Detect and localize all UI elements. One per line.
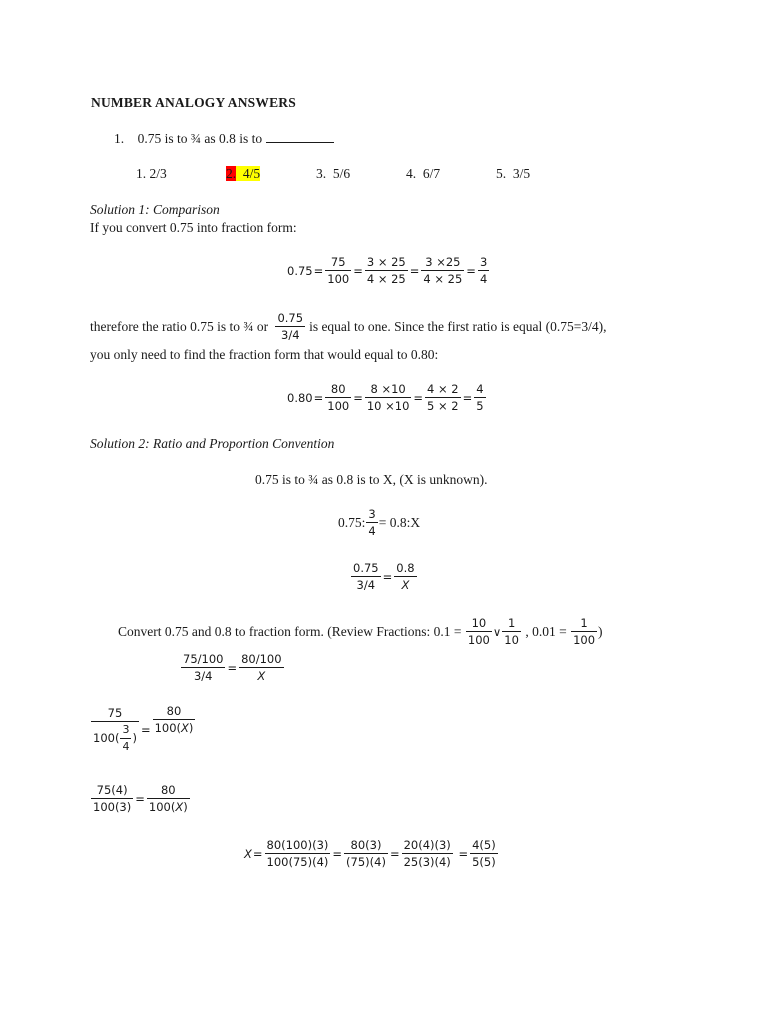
question <box>114 131 334 147</box>
or-symbol: ∨ <box>492 624 502 639</box>
choice-number: 5. <box>496 166 507 181</box>
fraction: $\frac{75}{100}$ <box>327 255 350 286</box>
choice-4 <box>406 166 440 182</box>
choice-value: 6/7 <box>422 166 441 181</box>
solution2-equation-6: X = $\frac{80(100)(3)}{100(75)(4)}$ = $\frac{80(3)}{(75)(4)}$ = $\frac{20(4)(3)}{25(3)(4)}$ = $\frac{4(5)}{5(5)}$ <box>244 838 496 869</box>
fraction: $\frac{75/100}{3/4}$ <box>183 652 224 683</box>
eq-lhs: 0.75 <box>287 263 313 278</box>
question-number: 1. <box>114 131 125 146</box>
solution1-heading: Solution 1: Comparison <box>90 202 220 217</box>
fraction: $\frac{80}{100(X)}$ <box>154 703 194 735</box>
fraction: $\frac{75(4)}{100(3)}$ <box>93 783 132 814</box>
solution1-equation-2: 0.80 = $\frac{80}{100}$ = $\frac{8 \times 10}{10 \times 10}$ = $\frac{4 \times 2}{5 \times 2}$ = $\frac{4}{5}$ <box>287 382 484 413</box>
solution2-equation-3: $\frac{75/100}{3/4}$ = $\frac{80/100}{X}$ <box>183 652 282 683</box>
choice-value: 4/5 <box>242 166 261 181</box>
solution1-paragraph-line-2: you only need to find the fraction form that would equal to 0.80: <box>90 347 439 362</box>
fraction: $\frac{0.75}{3/4}$ <box>353 561 379 592</box>
choice-3 <box>316 166 350 182</box>
fraction: $\frac{3 \times 25}{4 \times 25}$ <box>366 255 406 286</box>
choice-1 <box>136 166 167 182</box>
page-title: NUMBER ANALOGY ANSWERS <box>91 95 296 110</box>
fraction: $\frac{4 \times 2}{5 \times 2}$ <box>427 382 459 413</box>
choice-number: 4. <box>406 166 417 181</box>
choice-number: 3. <box>316 166 327 181</box>
variable-x: X <box>244 846 252 861</box>
fraction: $\frac{4(5)}{5(5)}$ <box>472 838 496 869</box>
choice-value: 2/3 <box>149 166 167 181</box>
choice-number: 1. <box>136 166 147 181</box>
choice-2-highlighted <box>226 166 260 182</box>
fraction: $\frac{3}{4}$ <box>368 507 376 538</box>
solution1-equation-1: 0.75 = $\frac{75}{100}$ = $\frac{3 \times 25}{4 \times 25}$ = $\frac{3 \times 25}{4 \times 25}$ = $\frac{3}{4}$ <box>287 255 488 286</box>
solution2-heading: Solution 2: Ratio and Proportion Convention <box>90 436 335 451</box>
fraction: $\frac{3 \times 25}{4 \times 25}$ <box>423 255 463 286</box>
fraction: $\frac{1}{10}$ <box>504 616 519 647</box>
fraction: $\frac{80/100}{X}$ <box>241 652 282 683</box>
fraction: $\frac{4}{5}$ <box>476 382 484 413</box>
solution2-equation-4: 75 100( $\frac{3}{4}$ ) = $\frac{80}{100(X)}$ <box>93 703 194 753</box>
text: is equal to one. Since the first ratio is equal (0.75=3/4), <box>309 318 607 334</box>
eq-lhs: 0.75: <box>338 514 366 530</box>
fraction: $\frac{8 \times 10}{10 \times 10}$ <box>366 382 410 413</box>
fraction: $\frac{80(3)}{(75)(4)}$ <box>346 838 386 869</box>
fraction: $\frac{80(100)(3)}{100(75)(4)}$ <box>266 838 329 869</box>
solution2-equation-5: $\frac{75(4)}{100(3)}$ = $\frac{80}{100(X)}$ <box>93 783 188 814</box>
fraction: $\frac{80}{100}$ <box>327 382 350 413</box>
choice-value: 3/5 <box>512 166 531 181</box>
solution1-paragraph-line-1 <box>90 310 606 343</box>
solution1-intro: If you convert 0.75 into fraction form: <box>90 220 297 235</box>
text: Convert 0.75 and 0.8 to fraction form. (Review Fractions: 0.1 = <box>118 623 462 639</box>
eq-rhs: = 0.8:X <box>378 514 421 530</box>
fraction: $\frac{80}{100(X)}$ <box>148 783 188 814</box>
fraction: $\frac{0.75}{3/4}$ <box>277 311 304 342</box>
fraction: $\frac{20(4)(3)}{25(3)(4)}$ <box>403 838 451 869</box>
solution2-convert-line <box>118 615 603 648</box>
text: therefore the ratio 0.75 is to ¾ or <box>90 318 269 334</box>
choice-5 <box>496 166 530 182</box>
eq-lhs: 0.80 <box>287 390 313 405</box>
solution2-statement: 0.75 is to ¾ as 0.8 is to X, (X is unknown). <box>255 472 488 487</box>
text: ) <box>598 623 603 639</box>
choice-number: 2. <box>226 166 237 181</box>
fraction: $\frac{3}{4}$ <box>479 255 488 286</box>
fraction: $\frac{0.8}{X}$ <box>396 561 415 592</box>
fraction: $\frac{10}{100}$ <box>467 616 490 647</box>
solution2-equation-2: $\frac{0.75}{3/4}$ = $\frac{0.8}{X}$ <box>353 561 415 592</box>
answer-blank <box>266 131 334 143</box>
fraction: 75 100( $\frac{3}{4}$ ) <box>93 706 137 753</box>
text: , 0.01 = <box>525 623 567 639</box>
solution2-equation-1 <box>338 506 420 539</box>
choice-value: 5/6 <box>332 166 351 181</box>
question-text: 0.75 is to ¾ as 0.8 is to <box>137 131 263 146</box>
fraction: $\frac{1}{100}$ <box>573 616 596 647</box>
